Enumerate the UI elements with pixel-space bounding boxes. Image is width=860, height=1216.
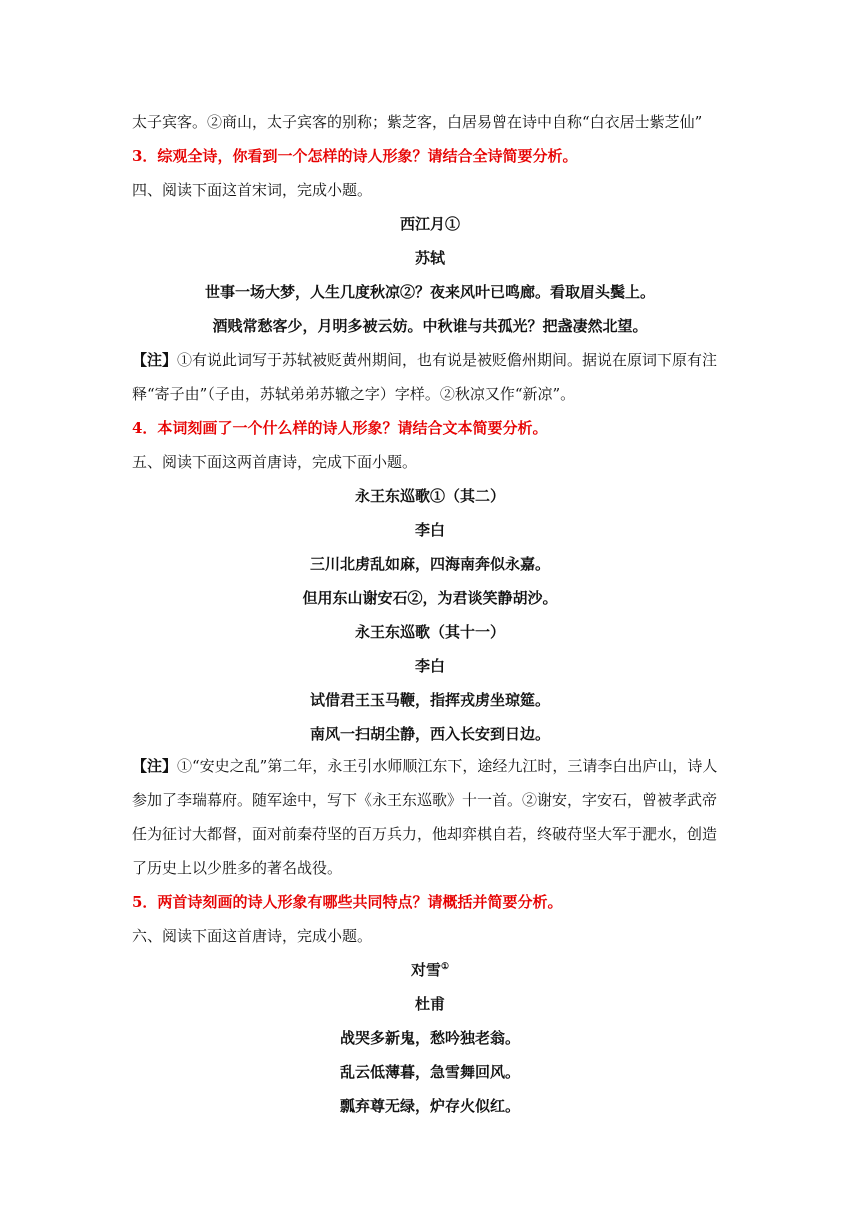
poem-line: 乱云低薄暮，急雪舞回风。: [339, 1063, 520, 1081]
note-paragraph: [132, 756, 732, 776]
footnote-marker: ①: [440, 962, 450, 972]
poem-line: 但用东山谢安石②，为君谈笑静胡沙。: [302, 589, 558, 607]
note-paragraph: [132, 350, 732, 370]
note-paragraph-line: 任为征讨大都督，面对前秦苻坚的百万兵力，他却弈棋自若，终破苻坚大军于淝水，创造: [132, 825, 718, 843]
poem-title: 永王东巡歌（其十一）: [354, 623, 505, 641]
poem-line: 试借君王玉马鞭，指挥戎虏坐琼筵。: [309, 691, 550, 709]
note-paragraph-line: 释“寄子由”（子由，苏轼弟弟苏辙之字）字样。②秋凉又作“新凉”。: [132, 385, 576, 403]
note-paragraph-line: 了历史上以少胜多的著名战役。: [132, 859, 343, 877]
note-label: 【注】: [132, 757, 178, 775]
poem-line: 战哭多新鬼，愁吟独老翁。: [339, 1029, 520, 1047]
poem-author: 李白: [414, 521, 445, 539]
note-continuation: 太子宾客。②商山，太子宾客的别称；紫芝客，白居易曾在诗中自称“白衣居士紫芝仙”: [132, 113, 703, 131]
note-paragraph-line: 参加了李瑞幕府。随军途中，写下《永王东巡歌》十一首。②谢安，字安石，曾被孝武帝: [132, 791, 718, 809]
poem-line: 三川北虏乱如麻，四海南奔似永嘉。: [309, 555, 550, 573]
question-5: 5．两首诗刻画的诗人形象有哪些共同特点？请概括并简要分析。: [132, 893, 563, 911]
section-4-heading: 四、阅读下面这首宋词，完成小题。: [132, 181, 373, 199]
poem-line: 瓢弃尊无绿，炉存火似红。: [339, 1097, 520, 1115]
section-6-heading: 六、阅读下面这首唐诗，完成小题。: [132, 927, 373, 945]
note-text: ①有说此词写于苏轼被贬黄州期间，也有说是被贬儋州期间。据说在原词下原有注: [177, 351, 718, 369]
poem-title: [0, 960, 860, 980]
poem-author: 杜甫: [414, 995, 445, 1013]
note-label: 【注】: [132, 351, 178, 369]
poem-line: 世事一场大梦，人生几度秋凉②？夜来风叶已鸣廊。看取眉头鬓上。: [204, 283, 655, 301]
note-text: ①“安史之乱”第二年，永王引水师顺江东下，途经九江时，三请李白出庐山，诗人: [177, 757, 718, 775]
poem-title-text: 对雪: [410, 961, 441, 979]
question-3: 3．综观全诗，你看到一个怎样的诗人形象？请结合全诗简要分析。: [132, 147, 578, 165]
question-4: 4．本词刻画了一个什么样的诗人形象？请结合文本简要分析。: [132, 419, 548, 437]
poem-title: 西江月①: [399, 215, 460, 233]
poem-line: 南风一扫胡尘静，西入长安到日边。: [309, 725, 550, 743]
section-5-heading: 五、阅读下面这两首唐诗，完成下面小题。: [132, 453, 418, 471]
poem-author: 苏轼: [414, 249, 445, 267]
poem-line: 酒贱常愁客少，月明多被云妨。中秋谁与共孤光？把盏凄然北望。: [212, 317, 648, 335]
poem-author: 李白: [414, 657, 445, 675]
poem-title: 永王东巡歌①（其二）: [354, 487, 505, 505]
